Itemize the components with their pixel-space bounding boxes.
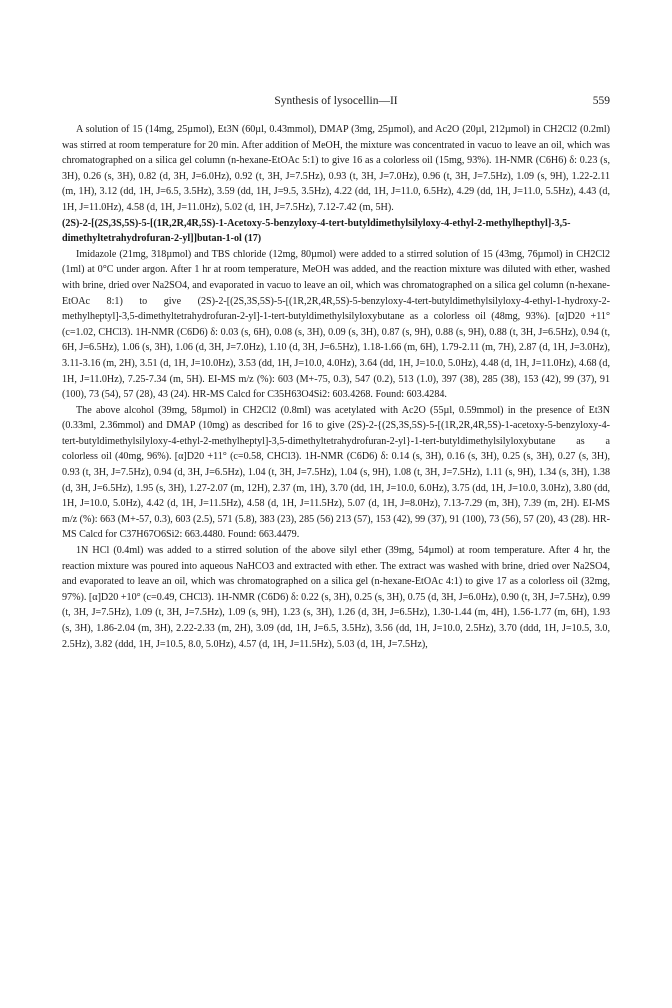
paragraph-tbs-protection: Imidazole (21mg, 318µmol) and TBS chloride (12mg, 80µmol) were added to a stirred solution of 15 (43mg, 76µmol) in CH2Cl2 (1ml) at 0°C under argon. After 1 hr at room temperature, MeOH was added, and the reaction mixture was diluted with ether, washed with brine, dried over Na2SO4, and evaporated in vacuo to leave an oil, which was chromatographed on a silica gel column (n-hexane-EtOAc 8:1) to give (2S)-2-[(2S,3S,5S)-5-[(1R,2R,4R,5S)-5-benzyloxy-4-tert-butyldimethylsilyloxy-4-ethyl-1-hydroxy-2-methylheptyl]-3,5-dimethyltetrahydrofuran-2-yl]-1-tert-butyldimethylsilyloxybutane as a colorless oil (48mg, 93%). [α]D20 +11° (c=1.02, CHCl3). 1H-NMR (C6D6) δ: 0.03 (s, 6H), 0.08 (s, 3H), 0.09 (s, 3H), 0.87 (s, 9H), 0.88 (s, 9H), 0.88 (t, 3H, J=6.5Hz), 0.94 (t, 6H, J=6.5Hz), 1.06 (s, 3H), 1.06 (d, 3H, J=7.0Hz), 1.10 (d, 3H, J=6.5Hz), 1.18-1.66 (m, 6H), 1.79-2.11 (m, 7H), 2.87 (d, 1H, J=3.0Hz), 3.11-3.16 (m, 2H), 3.51 (d, 1H, J=10.0Hz), 3.53 (dd, 1H, J=10.0, 4.0Hz), 3.64 (dd, 1H, J=10.0, 5.0Hz), 4.48 (d, 1H, J=11.0Hz), 4.68 (d, 1H, J=11.0Hz), 7.25-7.34 (m, 5H). EI-MS m/z (%): 603 (M+-75, 0.3), 547 (0.2), 513 (1.0), 397 (38), 285 (38), 153 (42), 99 (37), 91 (100), 73 (54), 57 (28), 43 (24). HR-MS Calcd for C35H63O4Si2: 603.4268. Found: 603.4284.	[62, 248, 610, 401]
paragraph-compound-16: A solution of 15 (14mg, 25µmol), Et3N (60µl, 0.43mmol), DMAP (3mg, 25µmol), and Ac2O (20µl, 212µmol) in CH2Cl2 (0.2ml) was stirred at room temperature for 20 min. After addition of MeOH, the mixture was concentrated in vacuo to leave an oil, which was chromatographed on a silica gel column (n-hexane-EtOAc 5:1) to give 16 as a colorless oil (15mg, 93%). 1H-NMR (C6H6) δ: 0.23 (s, 3H), 0.26 (s, 3H), 0.82 (d, 3H, J=6.0Hz), 0.92 (t, 3H, J=7.5Hz), 0.93 (t, 3H, J=7.0Hz), 0.96 (t, 3H, J=7.5Hz), 1.09 (s, 9H), 1.22-2.11 (m, 1H), 3.12 (dd, 1H, J=6.5, 3.5Hz), 3.59 (dd, 1H, J=9.5, 3.5Hz), 4.22 (dd, 1H, J=11.0, 6.5Hz), 4.29 (dd, 1H, J=11.0, 5.5Hz), 4.43 (d, 1H, J=11.0Hz), 4.58 (d, 1H, J=11.0Hz), 5.02 (d, 1H, J=7.5Hz), 7.12-7.42 (m, 5H).	[62, 124, 610, 213]
page-number: 559	[592, 95, 610, 107]
article-body	[62, 122, 610, 652]
running-title: Synthesis of lysocellin—II	[274, 95, 398, 107]
paragraph-acetylation: The above alcohol (39mg, 58µmol) in CH2Cl2 (0.8ml) was acetylated with Ac2O (55µl, 0.59mmol) in the presence of Et3N (0.33ml, 2.36mmol) and DMAP (10mg) as described for 16 to give (2S)-2-{(2S,3S,5S)-5-[(1R,2R,4R,5S)-1-acetoxy-5-benzyloxy-4-tert-butyldimethylsilyloxy-4-ethyl-2-methylheptyl]-3,5-dimethyltetrahydrofuran-2-yl}-1-tert-butyldimethylsilyloxybutane as a colorless oil (40mg, 96%). [α]D20 +11° (c=0.58, CHCl3). 1H-NMR (C6D6) δ: 0.14 (s, 3H), 0.16 (s, 3H), 0.25 (s, 3H), 0.27 (s, 3H), 0.93 (t, 3H, J=7.5Hz), 0.94 (d, 3H, J=6.5Hz), 1.04 (t, 3H, J=7.5Hz), 1.04 (s, 9H), 1.08 (t, 3H, J=7.5Hz), 1.11 (s, 9H), 1.34 (s, 3H), 1.38 (d, 3H, J=6.5Hz), 1.95 (s, 3H), 1.27-2.07 (m, 12H), 2.37 (m, 1H), 3.70 (dd, 1H, J=10.0, 6.0Hz), 3.75 (dd, 1H, J=10.0, 3.0Hz), 3.80 (dd, 1H, J=10.0, 5.0Hz), 4.42 (d, 1H, J=11.5Hz), 4.58 (d, 1H, J=11.5Hz), 5.07 (d, 1H, J=8.0Hz), 7.13-7.29 (m, 3H), 7.39 (m, 2H). EI-MS m/z (%): 663 (M+-57, 0.3), 603 (2.5), 571 (5.8), 383 (23), 285 (56) 213 (57), 153 (42), 99 (37), 91 (100), 73 (56), 57 (20), 43 (28). HR-MS Calcd for C37H67O6Si2: 663.4480. Found: 663.4479.	[62, 404, 610, 541]
paragraph-desilylation: 1N HCl (0.4ml) was added to a stirred solution of the above silyl ether (39mg, 54µmol) at room temperature. After 4 hr, the reaction mixture was poured into aqueous NaHCO3 and extracted with ether. The extract was washed with brine, dried over Na2SO4, and evaporated to leave an oil, which was chromatographed on a silica gel (n-hexane-EtOAc 4:1) to give 17 as a colorless oil (32mg, 97%). [α]D20 +10° (c=0.49, CHCl3). 1H-NMR (C6D6) δ: 0.22 (s, 3H), 0.25 (s, 3H), 0.75 (d, 3H, J=6.0Hz), 0.90 (t, 3H, J=7.5Hz), 0.99 (t, 3H, J=7.5Hz), 1.09 (t, 3H, J=7.5Hz), 1.09 (s, 9H), 1.23 (s, 3H), 1.26 (d, 3H, J=6.5Hz), 1.30-1.44 (m, 4H), 1.56-1.77 (m, 6H), 1.93 (s, 3H), 1.86-2.04 (m, 3H), 2.22-2.33 (m, 2H), 3.09 (dd, 1H, J=6.5, 3.5Hz), 3.56 (dd, 1H, J=10.0, 2.5Hz), 3.70 (ddd, 1H, J=10.5, 3.0, 2.5Hz), 3.82 (ddd, 1H, J=10.5, 8.0, 5.0Hz), 4.57 (d, 1H, J=11.5Hz), 5.03 (d, 1H, J=7.5Hz),	[62, 545, 610, 650]
compound-heading-17: (2S)-2-[(2S,3S,5S)-5-[(1R,2R,4R,5S)-1-Acetoxy-5-benzyloxy-4-tert-butyldimethylsilyloxy-4-ethyl-2-methylhepthyl]-3,5-dimethyltetrahydrofuran-2-yl]]butan-1-ol (17)	[62, 217, 571, 245]
